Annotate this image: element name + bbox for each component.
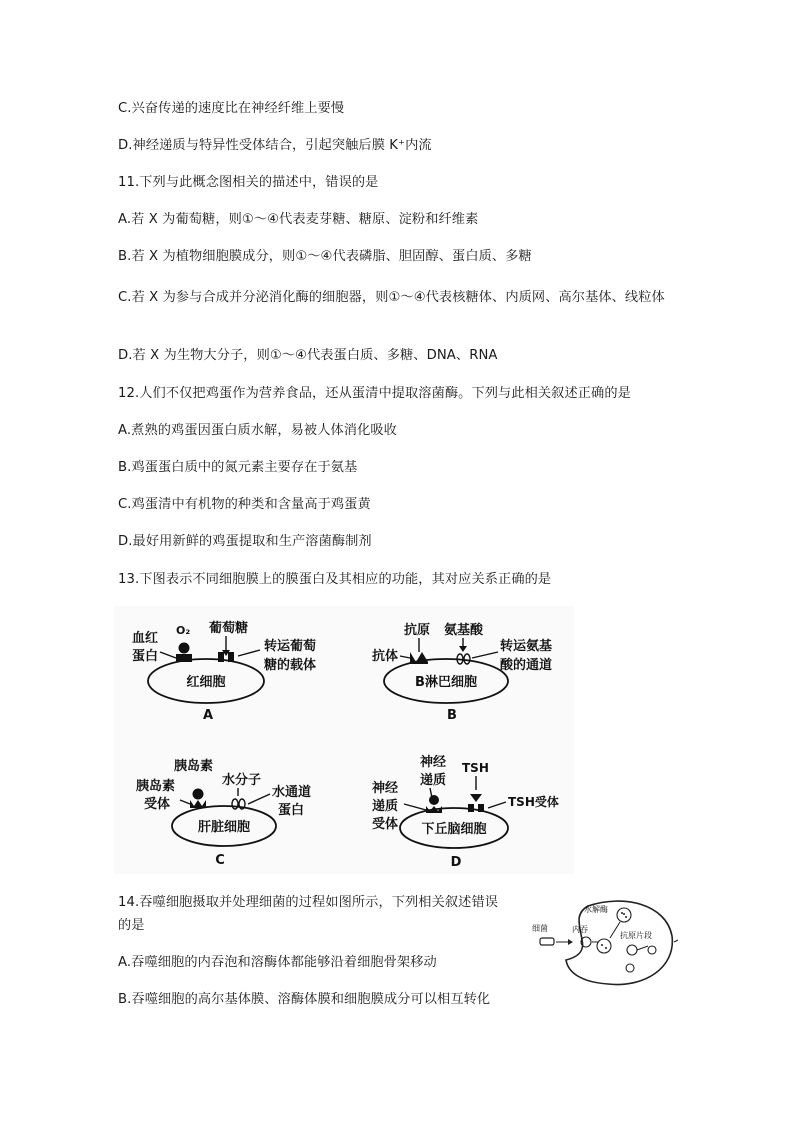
panel-c-letter: C — [215, 853, 225, 868]
panel-c-label: 受体 — [144, 797, 171, 812]
q10-option-d: D.神经递质与特异性受体结合，引起突触后膜 K⁺内流 — [118, 138, 432, 153]
panel-d-label: TSH — [462, 761, 489, 775]
endocytosis-label: 内吞 — [572, 925, 588, 934]
panel-a-label: 葡萄糖 — [209, 621, 249, 636]
panel-d-cell-label: 下丘脑细胞 — [421, 822, 487, 837]
panel-b-letter: B — [447, 708, 457, 723]
q11-option-c: C.若 X 为参与合成并分泌消化酶的细胞器，则①～④代表核糖体、内质网、高尔基体、线粒体 — [118, 290, 665, 305]
hemoglobin-shape — [176, 654, 192, 662]
bacteria-label: 细菌 — [532, 924, 548, 933]
bacterium-shape — [540, 938, 554, 945]
phagocytosis-figure — [528, 890, 678, 990]
panel-c-label: 水分子 — [222, 773, 262, 788]
q12-option-a: A.煮熟的鸡蛋因蛋白质水解，易被人体消化吸收 — [118, 423, 397, 438]
panel-d-label: TSH受体 — [508, 795, 559, 809]
panel-d-label: 受体 — [372, 817, 399, 832]
panel-c-label: 水通道 — [272, 785, 312, 800]
panel-c-label: 胰岛素 — [136, 779, 176, 794]
panel-a-label: O₂ — [176, 624, 191, 637]
q12-stem: 12.人们不仅把鸡蛋作为营养食品，还从蛋清中提取溶菌酶。下列与此相关叙述正确的是 — [118, 386, 631, 401]
q11-option-b: B.若 X 为植物细胞膜成分，则①～④代表磷脂、胆固醇、蛋白质、多糖 — [118, 249, 532, 264]
panel-d-label: 神经 — [420, 755, 447, 770]
panel-d-label: 神经 — [372, 781, 399, 796]
panel-a-label: 蛋白 — [132, 649, 159, 664]
panel-c-label: 胰岛素 — [174, 759, 214, 774]
panel-c-cell-label: 肝脏细胞 — [197, 820, 251, 835]
membrane-protein-figure — [114, 606, 574, 874]
q14-option-a: A.吞噬细胞的内吞泡和溶酶体都能够沿着细胞骨架移动 — [118, 955, 437, 970]
panel-d-letter: D — [450, 855, 462, 870]
q12-option-d: D.最好用新鲜的鸡蛋提取和生产溶菌酶制剂 — [118, 534, 372, 549]
q12-option-b: B.鸡蛋蛋白质中的氮元素主要存在于氨基 — [118, 460, 358, 475]
panel-b-label: 转运氨基 — [500, 639, 553, 654]
phagocyte-outline — [566, 901, 672, 984]
antigen-fragment-label: 抗原片段 — [620, 931, 652, 940]
panel-b-label: 抗体 — [372, 649, 399, 664]
q10-option-c: C.兴奋传递的速度比在神经纤维上要慢 — [118, 101, 345, 116]
panel-b-label: 氨基酸 — [444, 623, 484, 638]
q11-option-a: A.若 X 为葡萄糖，则①～④代表麦芽糖、糖原、淀粉和纤维素 — [118, 212, 479, 227]
hydrolase-label: 水解酶 — [584, 905, 608, 914]
panel-a-label: 血红 — [132, 631, 159, 646]
panel-c-label: 蛋白 — [278, 803, 305, 818]
panel-a-letter: A — [202, 708, 214, 723]
panel-a-label: 转运葡萄 — [264, 639, 317, 654]
panel-d-label: 递质 — [372, 799, 399, 814]
q11-stem: 11.下列与此概念图相关的描述中，错误的是 — [118, 175, 379, 190]
panel-a-label: 糖的载体 — [264, 658, 317, 673]
q11-option-d: D.若 X 为生物大分子，则①～④代表蛋白质、多糖、DNA、RNA — [118, 348, 498, 363]
q14-option-b: B.吞噬细胞的高尔基体膜、溶酶体膜和细胞膜成分可以相互转化 — [118, 992, 491, 1007]
neurotransmitter-molecule — [429, 795, 439, 805]
oxygen-molecule — [179, 643, 190, 654]
q14-stem: 14.吞噬细胞摄取并处理细菌的过程如图所示，下列相关叙述错误 — [118, 895, 499, 910]
panel-b-cell-label: B淋巴细胞 — [415, 675, 477, 690]
panel-b-label: 酸的通道 — [500, 658, 553, 673]
q12-option-c: C.鸡蛋清中有机物的种类和含量高于鸡蛋黄 — [118, 497, 371, 512]
q14-stem-continued: 的是 — [118, 918, 145, 933]
panel-d-label: 递质 — [420, 773, 447, 788]
panel-b-label: 抗原 — [404, 623, 431, 638]
insulin-molecule — [193, 789, 204, 800]
q13-stem: 13.下图表示不同细胞膜上的膜蛋白及其相应的功能，其对应关系正确的是 — [118, 572, 552, 587]
panel-a-cell-label: 红细胞 — [186, 675, 226, 690]
